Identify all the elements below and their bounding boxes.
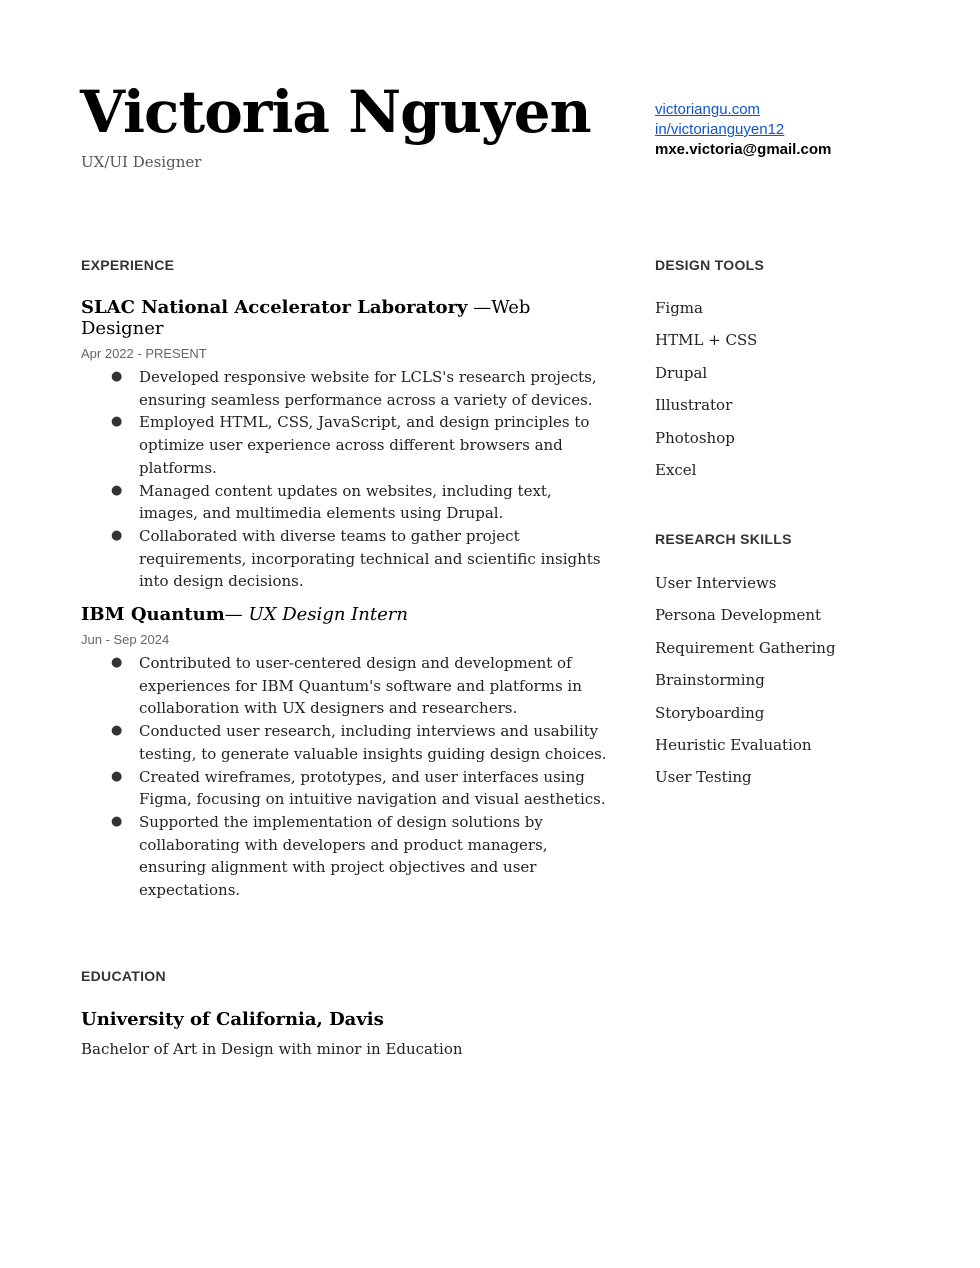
website-link[interactable]: victoriangu.com xyxy=(655,101,761,118)
bullet-icon: ● xyxy=(111,482,123,498)
bullet-icon: ● xyxy=(111,369,123,384)
list-item xyxy=(81,366,611,411)
list-item: HTML + CSS xyxy=(655,331,758,350)
company-name: SLAC National Accelerator Laboratory xyxy=(81,297,468,318)
email-text: mxe.victoria@gmail.com xyxy=(655,141,832,158)
experience-heading: EXPERIENCE xyxy=(81,257,175,273)
company-name: IBM Quantum xyxy=(81,604,225,625)
bullet-text: Employed HTML, CSS, JavaScript, and design principles to optimize user experience across different browsers and platforms. xyxy=(139,413,590,477)
list-item: User Interviews xyxy=(655,574,777,592)
job-dates: Jun - Sep 2024 xyxy=(81,632,170,647)
research-skills-heading: RESEARCH SKILLS xyxy=(655,531,792,547)
list-item xyxy=(81,480,611,525)
contact-block xyxy=(655,100,831,160)
degree-text: Bachelor of Art in Design with minor in Education xyxy=(81,1040,463,1058)
research-skills-list xyxy=(655,572,836,799)
job-position: UX Design Intern xyxy=(248,604,408,625)
job-title xyxy=(81,604,611,625)
bullet-text: Created wireframes, prototypes, and user interfaces using Figma, focusing on intuitive navigation and visual aesthetics. xyxy=(139,767,606,809)
name-heading: Victoria Nguyen xyxy=(80,78,591,146)
linkedin-link[interactable]: in/victorianguyen12 xyxy=(655,121,785,138)
bullet-text: Contributed to user-centered design and development of experiences for IBM Quantum's software and platforms in collaboration with UX designers and researchers. xyxy=(139,654,582,718)
list-item: User Testing xyxy=(655,768,752,787)
list-item: Illustrator xyxy=(655,396,733,415)
bullet-icon: ● xyxy=(111,655,123,670)
bullet-icon: ● xyxy=(111,414,123,430)
design-tools-heading: DESIGN TOOLS xyxy=(655,257,765,273)
bullet-icon: ● xyxy=(111,527,123,543)
bullet-icon: ● xyxy=(111,813,123,829)
list-item: Requirement Gathering xyxy=(655,638,836,657)
list-item: Brainstorming xyxy=(655,671,765,690)
job-bullets xyxy=(81,366,611,593)
list-item xyxy=(81,411,611,479)
list-item xyxy=(81,720,611,765)
list-item: Heuristic Evaluation xyxy=(655,735,812,754)
list-item: Photoshop xyxy=(655,428,735,447)
list-item: Storyboarding xyxy=(655,703,765,722)
bullet-text: Supported the implementation of design solutions by collaborating with developers and product managers, ensuring alignment with project objectives and user expectations. xyxy=(139,812,548,900)
bullet-icon: ● xyxy=(111,768,123,784)
list-item xyxy=(81,811,611,902)
list-item: Persona Development xyxy=(655,606,822,625)
list-item: Figma xyxy=(655,299,703,317)
bullet-text: Managed content updates on websites, including text, images, and multimedia elements using Drupal. xyxy=(139,481,552,523)
job-dates: Apr 2022 - PRESENT xyxy=(81,346,207,361)
job-slac xyxy=(81,297,611,593)
bullet-text: Conducted user research, including interviews and usability testing, to generate valuable insights guiding design choices. xyxy=(139,722,607,763)
position-separator: — xyxy=(224,604,249,625)
list-item xyxy=(81,652,611,720)
design-tools-list xyxy=(655,297,757,491)
role-subtitle: UX/UI Designer xyxy=(81,153,202,171)
school-name: University of California, Davis xyxy=(81,1009,384,1030)
education-heading: EDUCATION xyxy=(81,968,166,984)
bullet-text: Collaborated with diverse teams to gather project requirements, incorporating technical and scientific insights into design decisions. xyxy=(139,526,601,591)
list-item xyxy=(81,525,611,593)
job-bullets xyxy=(81,652,611,902)
list-item xyxy=(81,766,611,811)
job-ibm xyxy=(81,604,611,902)
bullet-text: Developed responsive website for LCLS's research projects, ensuring seamless performance across a variety of devices. xyxy=(139,368,597,409)
list-item: Drupal xyxy=(655,363,708,382)
bullet-icon: ● xyxy=(111,723,123,739)
job-title xyxy=(81,297,611,339)
list-item: Excel xyxy=(655,460,697,479)
job-position: —Web Designer xyxy=(81,297,531,339)
